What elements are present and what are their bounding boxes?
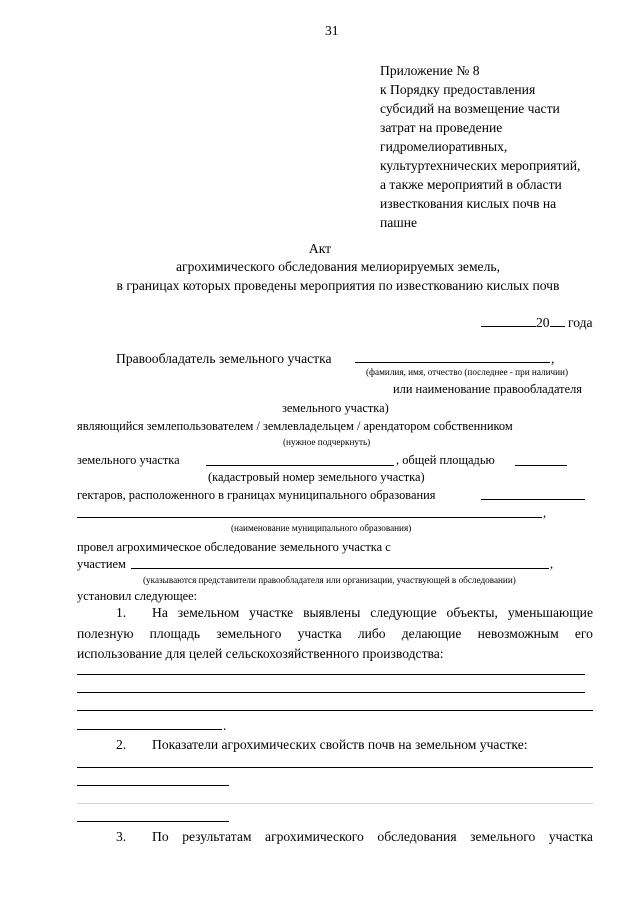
item-1-word: объекты, bbox=[446, 605, 498, 620]
established-line: установил следующее: bbox=[77, 589, 198, 603]
item-2-answer-line[interactable] bbox=[77, 767, 593, 768]
owner-hint: (фамилия, имя, отчество (последнее - при наличии) bbox=[366, 367, 568, 377]
item-1-word: земельного bbox=[216, 626, 282, 641]
item-1-end-dot: . bbox=[223, 718, 227, 733]
item-1-word: участке bbox=[249, 605, 294, 620]
municipality-hint: (наименование муниципального образования) bbox=[231, 523, 412, 533]
municipality-field-2[interactable] bbox=[77, 517, 542, 518]
item-1-word: либо bbox=[357, 626, 386, 641]
municipality-comma: , bbox=[543, 506, 547, 520]
cadastral-hint: (кадастровый номер земельного участка) bbox=[208, 470, 425, 484]
act-subtitle: агрохимического обследования мелиорируемых земель, bbox=[176, 259, 500, 274]
participation-label: участием bbox=[77, 557, 126, 571]
item-1-word: уменьшающие bbox=[507, 605, 593, 620]
item-3-line bbox=[152, 827, 593, 846]
owner-label: Правообладатель земельного участка bbox=[116, 351, 332, 366]
item-1-word: выявлены bbox=[303, 605, 361, 620]
participation-field[interactable] bbox=[131, 568, 549, 569]
item-3-word: агрохимического bbox=[265, 829, 364, 844]
owner-hint-2: или наименование правообладателя bbox=[393, 382, 582, 396]
appendix-line: культуртехнических мероприятий, bbox=[380, 158, 581, 173]
item-2-answer-line[interactable] bbox=[77, 821, 229, 822]
appendix-line: известкования кислых почв на bbox=[380, 196, 557, 211]
hectares-line: гектаров, расположенного в границах муниципального образования bbox=[77, 488, 436, 502]
item-3-word: участка bbox=[548, 829, 593, 844]
appendix-line: Приложение № 8 bbox=[380, 63, 480, 78]
status-hint: (нужное подчеркнуть) bbox=[283, 437, 371, 447]
item-3-word: результатам bbox=[182, 829, 252, 844]
item-1-word: площадь bbox=[149, 626, 201, 641]
participation-comma: , bbox=[550, 557, 554, 571]
item-1-answer-line[interactable] bbox=[77, 710, 593, 711]
page-number: 31 bbox=[325, 23, 339, 38]
owner-hint-3: земельного участка) bbox=[282, 401, 389, 415]
item-2-answer-line[interactable] bbox=[77, 803, 593, 804]
item-2-text: Показатели агрохимических свойств почв на земельном участке: bbox=[152, 737, 528, 752]
item-1-word: земельном bbox=[177, 605, 240, 620]
item-1-answer-line[interactable] bbox=[77, 729, 222, 730]
item-1-line-3: использование для целей сельскохозяйственного производства: bbox=[77, 646, 444, 661]
item-3-word: По bbox=[152, 829, 169, 844]
plot-label: земельного участка bbox=[77, 453, 180, 467]
act-subtitle-2: в границах которых проведены мероприятия по известкованию кислых почв bbox=[116, 278, 560, 293]
act-title: Акт bbox=[308, 241, 332, 256]
municipality-field[interactable] bbox=[481, 499, 585, 500]
owner-field[interactable] bbox=[355, 362, 550, 363]
cadastral-field[interactable] bbox=[206, 465, 394, 466]
appendix-line: субсидий на возмещение части bbox=[380, 101, 560, 116]
item-1-word: следующие bbox=[370, 605, 437, 620]
item-1-word: участка bbox=[297, 626, 342, 641]
item-1-word: невозможным bbox=[477, 626, 559, 641]
item-1-answer-line[interactable] bbox=[77, 674, 585, 675]
item-3-word: земельного bbox=[470, 829, 536, 844]
item-1-line-1 bbox=[152, 603, 593, 622]
survey-line: провел агрохимическое обследование земельного участка с bbox=[77, 540, 391, 554]
item-3-number: 3. bbox=[116, 829, 127, 844]
item-1-answer-line[interactable] bbox=[77, 692, 585, 693]
item-2-number: 2. bbox=[116, 737, 127, 752]
item-1-word: его bbox=[574, 626, 593, 641]
date-blank[interactable] bbox=[481, 326, 536, 327]
item-1-word: делающие bbox=[401, 626, 462, 641]
appendix-line: к Порядку предоставления bbox=[380, 82, 536, 97]
appendix-line: пашне bbox=[380, 215, 418, 230]
date-year: 20 bbox=[536, 315, 550, 330]
item-3-word: обследования bbox=[377, 829, 457, 844]
item-1-line-2 bbox=[77, 624, 593, 643]
area-label: , общей площадью bbox=[396, 453, 495, 467]
item-1-word: На bbox=[152, 605, 168, 620]
owner-comma: , bbox=[551, 351, 555, 366]
item-1-number: 1. bbox=[116, 605, 127, 620]
appendix-line: гидромелиоративных, bbox=[380, 139, 508, 154]
item-2-answer-line[interactable] bbox=[77, 785, 229, 786]
area-field[interactable] bbox=[515, 465, 567, 466]
appendix-line: а также мероприятий в области bbox=[380, 177, 562, 192]
participation-hint: (указываются представители правообладателя или организации, участвующей в обследовании) bbox=[143, 575, 516, 585]
appendix-line: затрат на проведение bbox=[380, 120, 503, 135]
item-1-word: полезную bbox=[77, 626, 134, 641]
date-word: года bbox=[568, 315, 593, 330]
date-year-blank[interactable] bbox=[550, 326, 565, 327]
status-line: являющийся землепользователем / землевладельцем / арендатором собственником bbox=[77, 419, 513, 433]
appendix-block bbox=[380, 61, 580, 232]
